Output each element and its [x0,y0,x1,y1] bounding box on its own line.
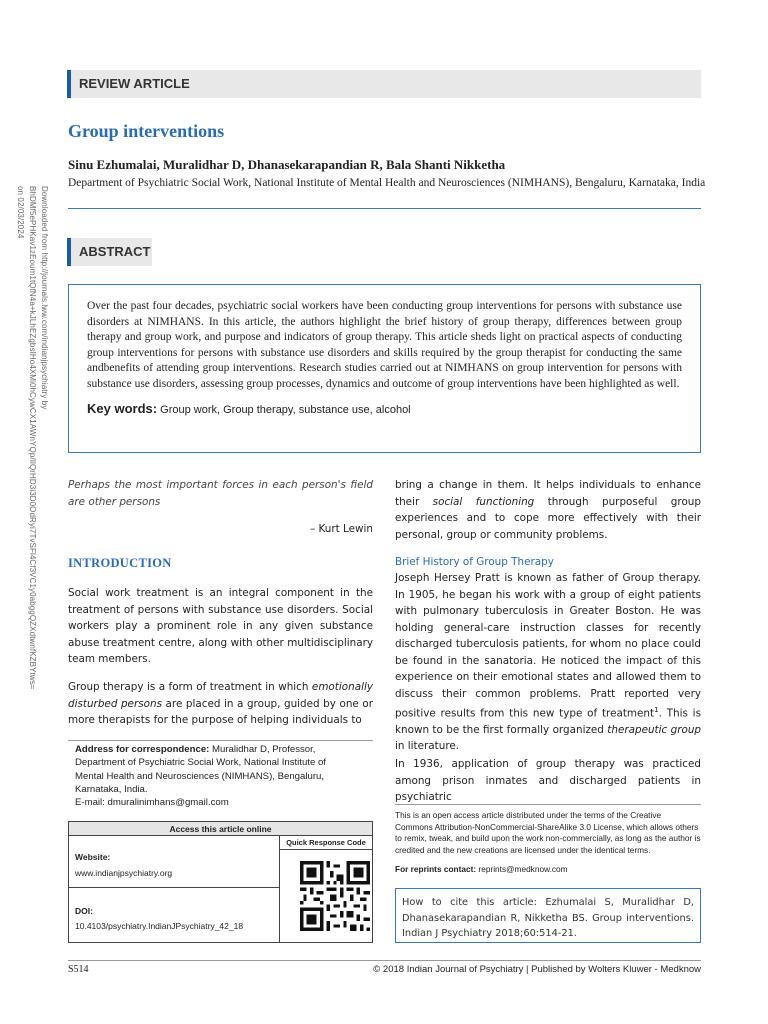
text-run: are placed in a group, guided by one or more therapists for the purpose of helping individuals to [68,697,373,726]
doi-link[interactable]: 10.4103/psychiatry.IndianJPsychiatry_42_18 [75,921,244,931]
correspondence-line: Karnataka, India. [75,783,148,795]
emphasis: therapeutic group [607,723,701,736]
qr-panel [280,836,372,942]
affiliation: Department of Psychiatric Social Work, National Institute of Mental Health and Neurosciences (NIMHANS), Bengaluru, Karnataka, India [68,177,706,189]
article-title: Group interventions [68,121,225,141]
reprints-email[interactable]: reprints@medknow.com [478,864,568,874]
right-paragraph-2 [395,570,701,755]
correspondence-email[interactable]: E-mail: dmuralinimhans@gmail.com [75,797,229,809]
reprints-label: For reprints contact: [395,864,477,874]
introduction-heading: INTRODUCTION [68,556,172,570]
right-paragraph-1 [395,477,701,543]
qr-label: Quick Response Code [280,836,372,850]
text-run: Joseph Hersey Pratt is known as father of Group therapy. In 1905, he began his work with a group of eight patients with pulmonary tuberculosis in Greater Boston. He was holding general-care instruction classes for recently discharged tuberculosis patients, for whom no place could be found in the sanatoria. He noticed the impact of this experience on their emotional states and allowed them to discuss their common problems. Pratt reported very positive results from this new type of treatment [395,572,701,720]
emphasis: emotionally disturbed persons [68,681,373,710]
citation-ref[interactable]: 1 [654,706,659,714]
access-online-box [68,821,373,943]
abstract-label: ABSTRACT [67,238,152,266]
footer-copyright: © 2018 Indian Journal of Psychiatry | Published by Wolters Kluwer - Medknow [373,964,701,975]
epigraph-author: – Kurt Lewin [310,523,373,535]
text-run: bring a change in them. It helps individuals to enhance their [395,479,701,508]
qr-code-icon[interactable] [300,858,370,934]
correspondence-label: Address for correspondence: [75,744,210,755]
doi-label: DOI: [75,906,93,916]
divider [69,887,280,888]
correspondence-line: Mental Health and Neurosciences (NIMHANS), Bengaluru, [75,770,325,782]
emphasis: social functioning [432,495,535,508]
access-info [69,836,280,942]
reprints-line [395,864,568,874]
how-to-cite-box: How to cite this article: Ezhumalai S, Muralidhar D, Dhanasekarapandian R, Nikketha BS. Group interventions. Indian J Psychiatry 2018;60:514-21. [395,888,701,943]
text-run: in literature. [395,740,460,753]
divider [68,960,701,961]
correspondence-block [75,743,365,809]
text-run: through purposeful group experiences and to cope more effectively with their personal, group or community problems. [395,495,701,541]
access-heading: Access this article online [69,822,372,836]
keywords [87,401,682,416]
text-run: . This is known to be the first formally organized [395,707,701,736]
divider [395,804,701,805]
authors: Sinu Ezhumalai, Muralidhar D, Dhanasekarapandian R, Bala Shanti Nikketha [68,157,506,172]
license-text: This is an open access article distributed under the terms of the Creative Commons Attribution-NonCommercial-ShareAlike 3.0 License, which allows others to remix, tweak, and build upon the work non-commercially, as long as the author is credited and the new creations are licensed under the identical terms. [395,810,701,855]
correspondence-line: Department of Psychiatric Social Work, National Institute of [75,757,326,769]
abstract-text: Over the past four decades, psychiatric social workers have been conducting group interventions for persons with substance use disorders at NIMHANS. In this article, the authors highlight the brief history of group therapy, differences between group therapy and group work, and purpose and indicators of group therapy. This article sheds light on practical aspects of conducting group interventions for persons with substance use disorders and skills required by the group therapist for conducting the same andbenefits of attending group interventions. Research studies carried out at NIMHANS on group intervention for persons with substance use disorders, assessing group processes, dynamics and outcome of group interventions have been highlighted as well. [87,300,682,390]
keywords-label: Key words: [87,401,158,416]
divider [68,740,373,741]
page-number: S514 [68,964,89,975]
website-link[interactable]: www.indianjpsychiatry.org [75,868,173,878]
correspondence-name: Muralidhar D, Professor, [212,744,316,755]
section-label: REVIEW ARTICLE [67,70,701,98]
correspondence-name-line [75,743,365,756]
divider [68,208,701,209]
epigraph-quote: Perhaps the most important forces in each person's field are other persons [68,479,373,508]
intro-paragraph-1: Social work treatment is an integral component in the treatment of persons with substance use disorders. Social workers play a prominent role in any given substance abuse treatment centre, along with other multidisciplinary team members. [68,587,373,665]
intro-paragraph-2 [68,679,373,729]
text-run: Group therapy is a form of treatment in which [68,681,312,693]
keywords-list: Group work, Group therapy, substance use, alcohol [160,404,411,416]
brief-history-heading: Brief History of Group Therapy [395,556,554,568]
abstract-box [68,284,701,453]
right-paragraph-3: In 1936, application of group therapy was practiced among prison inmates and discharged patients in psychiatric [395,758,701,803]
website-label: Website: [75,852,111,862]
download-watermark: Downloaded from http://journals.lww.com/indianjpsychiatry by BhDMf5ePHKav1zEoum1tQfN4a+kJLhEZgbsIHo4XMi0hCywCX1AWnYQp/IlQrHD3i3D0OdRyi7TvSFl4Cf3VC1y0abggQZXdtwnfKZBYtws= on 02/03/2024 [16,186,49,690]
